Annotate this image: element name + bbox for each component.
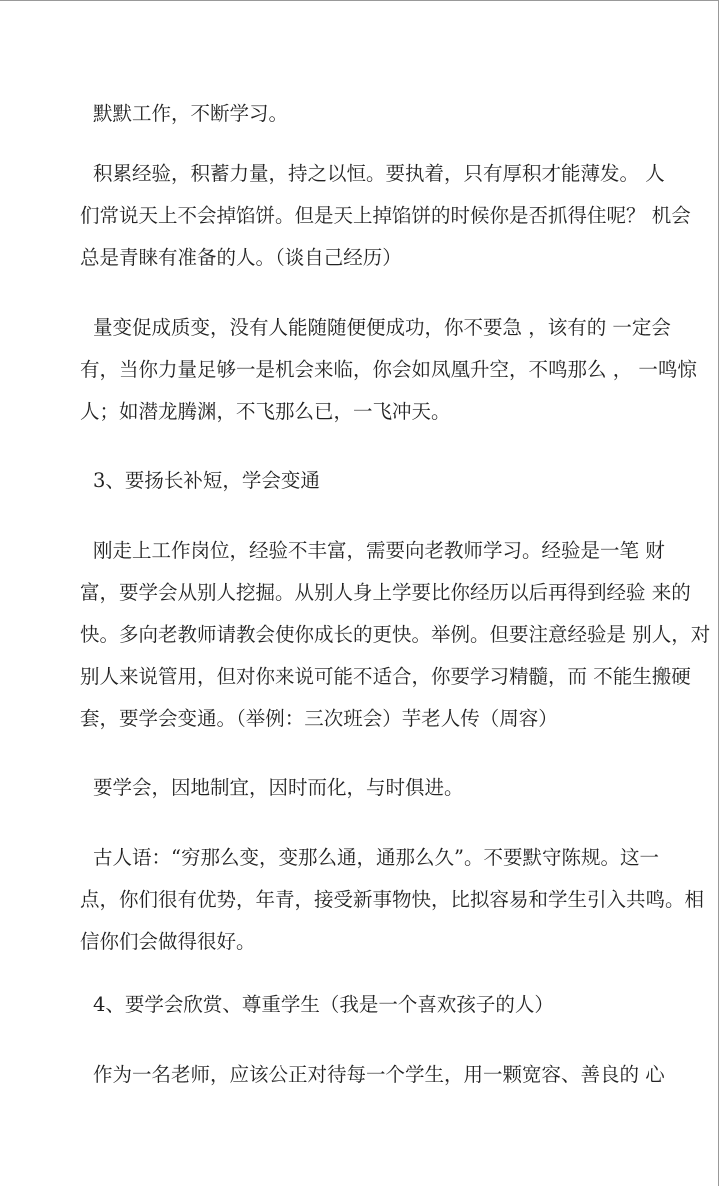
paragraph-first-line: 3、要扬长补短，学会变通 xyxy=(93,469,320,492)
paragraph-first-line: 默默工作，不断学习。 xyxy=(93,102,289,125)
paragraph-line: 信你们会做得很好。 xyxy=(80,930,256,953)
paragraph-line: 快。多向老教师请教会使你成长的更快。举例。但要注意经验是 别人，对 xyxy=(80,623,711,646)
paragraph-first-line: 要学会，因地制宜，因时而化，与时俱进。 xyxy=(93,776,464,799)
paragraph-first-line: 作为一名老师，应该公正对待每一个学生，用一颗宽容、善良的 心 xyxy=(93,1063,665,1086)
paragraph-line: 套，要学会变通。（举例：三次班会）芋老人传（周容） xyxy=(80,707,558,730)
paragraph-first-line: 刚走上工作岗位，经验不丰富，需要向老教师学习。经验是一笔 财 xyxy=(93,539,665,562)
paragraph-line: 总是青睐有准备的人。（谈自己经历） xyxy=(80,246,402,269)
paragraph-line: 人；如潜龙腾渊，不飞那么已，一飞冲天。 xyxy=(80,400,451,423)
paragraph-first-line: 量变促成质变，没有人能随随便便成功，你不要急 ，该有的 一定会 xyxy=(93,316,671,339)
paragraph-first-line: 4、要学会欣赏、尊重学生（我是一个喜欢孩子的人） xyxy=(93,993,554,1016)
paragraph-line: 有，当你力量足够一是机会来临，你会如凤凰升空，不鸣那么 ， 一鸣惊 xyxy=(80,358,697,381)
paragraph-line: 富，要学会从别人挖掘。从别人身上学要比你经历以后再得到经验 来的 xyxy=(80,581,691,604)
paragraph-line: 点，你们很有优势，年青，接受新事物快，比拟容易和学生引入共鸣。相 xyxy=(80,888,705,911)
paragraph-first-line: 积累经验，积蓄力量，持之以恒。要执着，只有厚积才能薄发。 人 xyxy=(93,162,665,185)
paragraph-line: 别人来说管用，但对你来说可能不适合，你要学习精髓，而 不能生搬硬 xyxy=(80,665,691,688)
paragraph-first-line: 古人语：“穷那么变，变那么通，通那么久”。不要默守陈规。这一 xyxy=(93,846,659,869)
paragraph-line: 们常说天上不会掉馅饼。但是天上掉馅饼的时候你是否抓得住呢？ 机会 xyxy=(80,204,691,227)
